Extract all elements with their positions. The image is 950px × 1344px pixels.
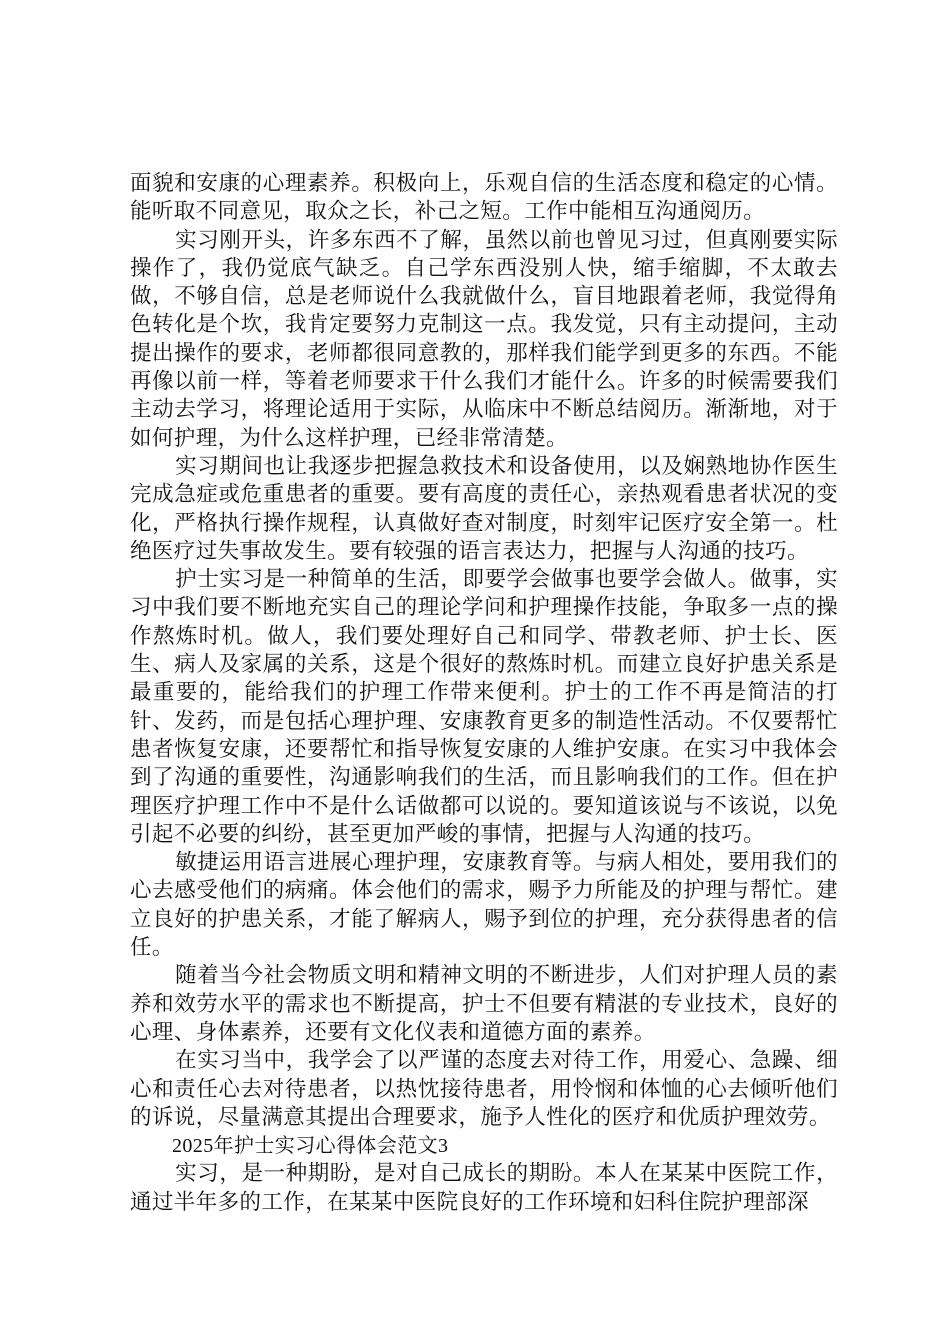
- paragraph-attitude: 在实习当中，我学会了以严谨的态度去对待工作，用爱心、急躁、细心和责任心去对待患者，以热忱接待患者，用怜悯和体恤的心去倾听他们的诉说，尽量满意其提出合理要求，施予人性化的医疗和优质护理效劳。: [130, 1048, 838, 1130]
- paragraph-expectation: 实习，是一种期盼，是对自己成长的期盼。本人在某某中医院工作，通过半年多的工作，在某某中医院良好的工作环境和妇科住院护理部深: [130, 1161, 838, 1215]
- paragraph-internship-start: 实习刚开头，许多东西不了解，虽然以前也曾见习过，但真刚要实际操作了，我仍觉底气缺乏。自己学东西没别人快，缩手缩脚，不太敢去做，不够自信，总是老师说什么我就做什么，盲目地跟着老师，我觉得角色转化是个坎，我肯定要努力克制这一点。我发觉，只有主动提问，主动提出操作的要求，老师都很同意教的，那样我们能学到更多的东西。不能再像以前一样，等着老师要求干什么我们才能什么。许多的时候需要我们主动去学习，将理论适用于实际，从临床中不断总结阅历。渐渐地，对于如何护理，为什么这样护理，已经非常清楚。: [130, 227, 838, 451]
- paragraph-continuation: 面貌和安康的心理素养。积极向上，乐观自信的生活态度和稳定的心情。能听取不同意见，取众之长，补己之短。工作中能相互沟通阅历。: [130, 171, 838, 225]
- section-heading: 2025年护士实习心得体会范文3: [172, 1135, 449, 1158]
- document-page: [130, 170, 838, 1217]
- paragraph-language-care: 敏捷运用语言进展心理护理，安康教育等。与病人相处，要用我们的心去感受他们的病痛。体会他们的需求，赐予力所能及的护理与帮忙。建立良好的护患关系，才能了解病人，赐予到位的护理，充分获得患者的信任。: [130, 850, 838, 961]
- paragraph-nurse-life: 护士实习是一种简单的生活，即要学会做事也要学会做人。做事，实习中我们要不断地充实自己的理论学问和护理操作技能，争取多一点的操作熬炼时机。做人，我们要处理好自己和同学、带教老师、护士长、医生、病人及家属的关系，这是个很好的熬炼时机。而建立良好护患关系是最重要的，能给我们的护理工作带来便利。护士的工作不再是简洁的打针、发药，而是包括心理护理、安康教育更多的制造性活动。不仅要帮忙患者恢复安康，还要帮忙和指导恢复安康的人维护安康。在实习中我体会到了沟通的重要性，沟通影响我们的生活，而且影响我们的工作。但在护理医疗护理工作中不是什么话做都可以说的。要知道该说与不该说，以免引起不必要的纠纷，甚至更加严峻的事情，把握与人沟通的技巧。: [130, 567, 838, 847]
- paragraph-social-progress: 随着当今社会物质文明和精神文明的不断进步，人们对护理人员的素养和效劳水平的需求也不断提高，护士不但要有精湛的专业技术，良好的心理、身体素养，还要有文化仪表和道德方面的素养。: [130, 963, 838, 1045]
- paragraph-emergency-skills: 实习期间也让我逐步把握急救技术和设备使用，以及娴熟地协作医生完成急症或危重患者的重要。要有高度的责任心，亲热观看患者状况的变化，严格执行操作规程，认真做好查对制度，时刻牢记医疗安全第一。杜绝医疗过失事故发生。要有较强的语言表达力，把握与人沟通的技巧。: [130, 453, 838, 564]
